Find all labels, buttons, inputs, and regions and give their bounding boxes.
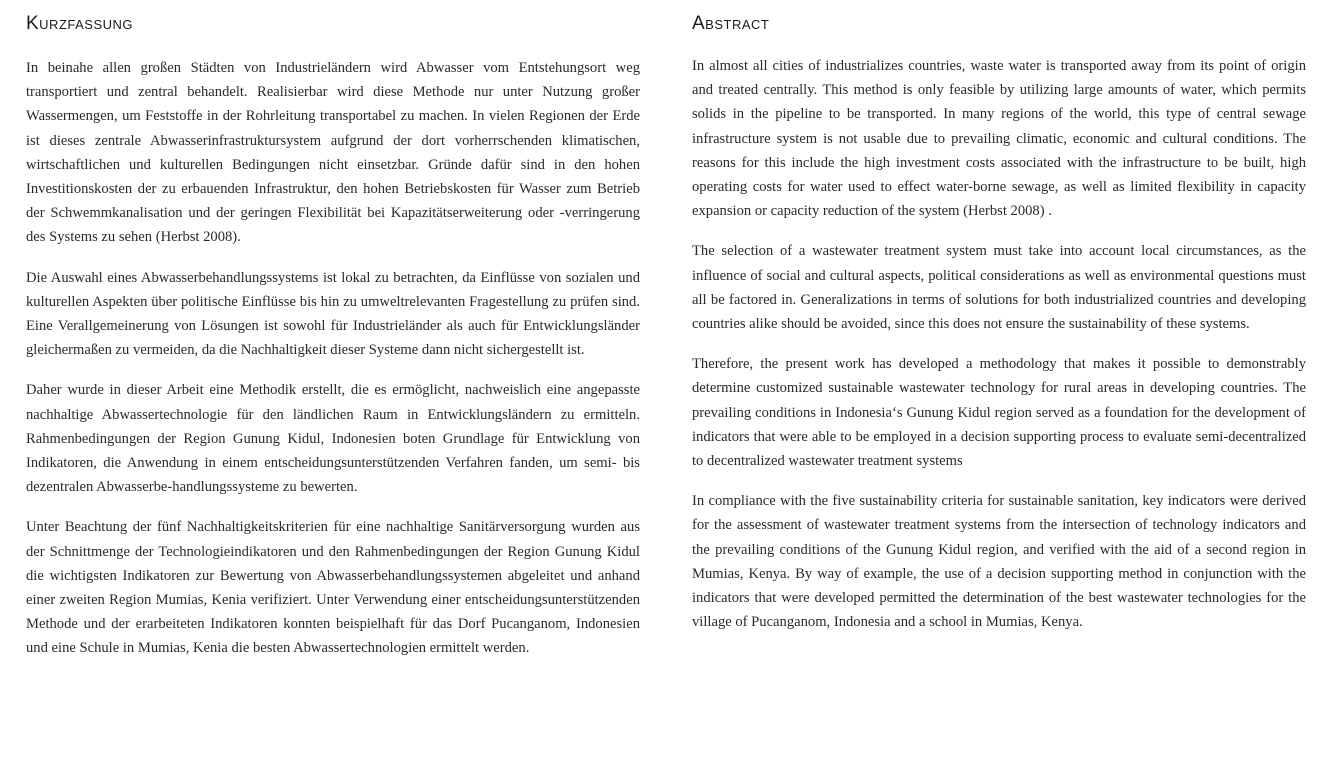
kurzfassung-paragraph-4: Unter Beachtung der fünf Nachhaltigkeitskriterien für eine nachhaltige Sanitärversorgung wurden aus der Schnittmenge der Technologieindikatoren und den Rahmenbedingungen der Region Gunung Kidul die wichtigsten Indikatoren zur Bewertung von Abwasserbehandlungssystemen abgeleitet und anhand einer zweiten Region Mumias, Kenia verifiziert. Unter Verwendung einer entscheidungsunterstützenden Methode und der erarbeiteten Indikatoren konnten beispielhaft für das Dorf Pucanganom, Indonesien und eine Schule in Mumias, Kenia die besten Abwassertechnologien ermittelt werden.	[26, 519, 640, 657]
abstract-title: Abstract	[692, 13, 770, 34]
kurzfassung-column	[26, 10, 640, 677]
abstract-column	[692, 10, 1306, 650]
abstract-paragraph-4: In compliance with the five sustainability criteria for sustainable sanitation, key indicators were derived for the assessment of wastewater treatment systems from the intersection of technology indicators and the prevailing conditions of the Gunung Kidul region, and verified with the aid of a second region in Mumias, Kenya. By way of example, the use of a decision supporting method in conjunction with the indicators that were developed permitted the determination of the best wastewater technologies for the village of Pucanganom, Indonesia and a school in Mumias, Kenya.	[692, 493, 1306, 631]
abstract-paragraph-3: Therefore, the present work has developed a methodology that makes it possible to demonstrably determine customized sustainable wastewater technology for rural areas in developing countries. The prevailing conditions in Indonesia‘s Gunung Kidul region served as a foundation for the development of indicators that were able to be employed in a decision supporting process to evaluate semi-decentralized to decentralized wastewater treatment systems	[692, 356, 1306, 470]
kurzfassung-paragraph-3: Daher wurde in dieser Arbeit eine Methodik erstellt, die es ermöglicht, nachweislich eine angepasste nachhaltige Abwassertechnologie für den ländlichen Raum in Entwicklungsländern zu ermitteln. Rahmenbedingungen der Region Gunung Kidul, Indonesien boten Grundlage für Entwicklung von Indikatoren, die Anwendung in einem entscheidungsunterstützenden Verfahren fanden, um semi- bis dezentralen Abwasserbe-handlungssysteme zu bewerten.	[26, 382, 640, 496]
kurzfassung-title: Kurzfassung	[26, 13, 134, 34]
kurzfassung-paragraph-2: Die Auswahl eines Abwasserbehandlungssystems ist lokal zu betrachten, da Einflüsse von sozialen und kulturellen Aspekten über politische Einflüsse bis hin zu umweltrelevanten Fragestellung zu prüfen sind. Eine Verallgemeinerung von Lösungen ist sowohl für Industrieländer als auch für Entwicklungsländer gleichermaßen zu vermeiden, da die Nachhaltigkeit dieser Systeme dann nicht sichergestellt ist.	[26, 269, 640, 359]
kurzfassung-paragraph-1: In beinahe allen großen Städten von Industrieländern wird Abwasser vom Entstehungsort weg transportiert und zentral behandelt. Realisierbar wird diese Methode nur unter Nutzung großer Wassermengen, um Feststoffe in der Rohrleitung transportabel zu machen. In vielen Regionen der Erde ist dieses zentrale Abwasserinfrastruktursystem aufgrund der dort vorherrschenden klimatischen, wirtschaftlichen und kulturellen Bedingungen nicht einsetzbar. Gründe dafür sind in den hohen Investitionskosten der zu erbauenden Infrastruktur, den hohen Betriebskosten für Wasser zum Betrieb der Schwemmkanalisation und der geringen Flexibilität bei Kapazitätserweiterung oder -verringerung des Systems zu sehen (Herbst 2008).	[26, 60, 640, 246]
abstract-paragraph-1: In almost all cities of industrializes countries, waste water is transported away from its point of origin and treated centrally. This method is only feasible by utilizing large amounts of water, which permits solids in the pipeline to be transported. In many regions of the world, this type of central sewage infrastructure system is not usable due to prevailing climatic, economic and cultural conditions. The reasons for this include the high investment costs associated with the infrastructure to be built, high operating costs for water used to effect water-borne sewage, as well as limited flexibility in capacity expansion or capacity reduction of the system (Herbst 2008) .	[692, 58, 1306, 220]
abstract-paragraph-2: The selection of a wastewater treatment system must take into account local circumstances, as the influence of social and cultural aspects, political considerations as well as environmental questions must all be factored in. Generalizations in terms of solutions for both industrialized countries and developing countries alike should be avoided, since this does not ensure the sustainability of these systems.	[692, 243, 1306, 333]
